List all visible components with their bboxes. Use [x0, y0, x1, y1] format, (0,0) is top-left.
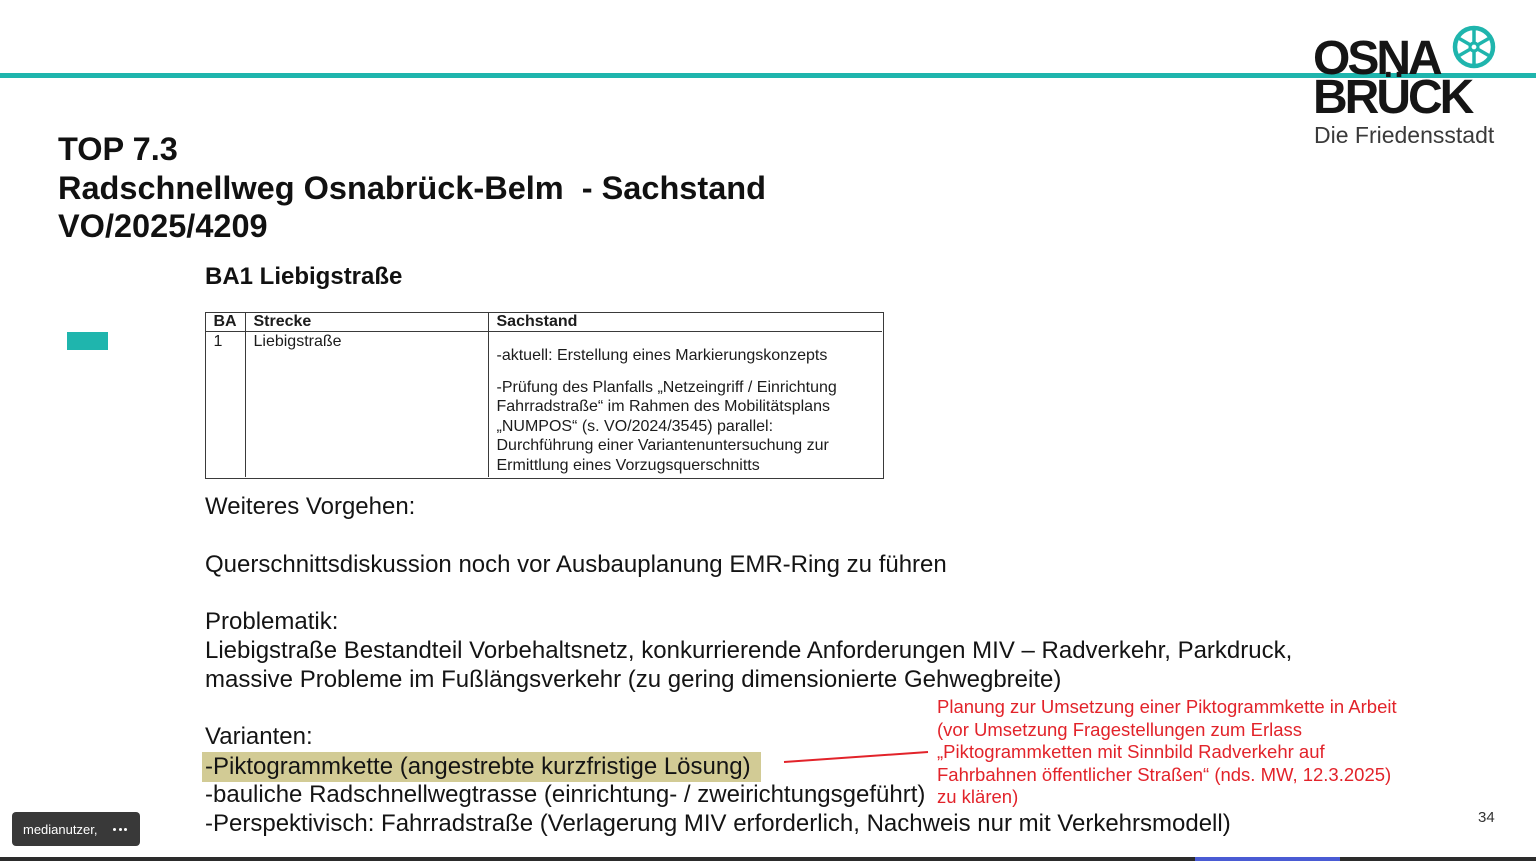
- section-heading: BA1 Liebigstraße: [205, 263, 403, 290]
- table-cell-ba-text: 1: [213, 333, 223, 350]
- line-spacer: [205, 522, 1292, 551]
- sachstand-line: -Prüfung des Planfalls „Netzeingriff / Einrichtung: [496, 378, 837, 396]
- table-cell-ba: [206, 332, 246, 477]
- annotation-note: [937, 696, 1397, 809]
- sachstand-line: Fahrradstraße“ im Rahmen des Mobilitätsplans: [496, 398, 830, 416]
- variants-heading: Varianten:: [205, 723, 313, 751]
- accent-marker: [67, 332, 108, 350]
- sachstand-line: -aktuell: Erstellung eines Markierungskonzepts: [496, 347, 828, 364]
- participant-name-tag[interactable]: [12, 812, 140, 846]
- problem-line: Liebigstraße Bestandteil Vorbehaltsnetz, konkurrierende Anforderungen MIV – Radverkehr, Parkdruck,: [205, 636, 1293, 664]
- logo-line-2: BRÜCK: [1313, 71, 1472, 124]
- annotation-line: (vor Umsetzung Fragestellungen zum Erlass: [937, 718, 1303, 740]
- wheel-icon: [1451, 24, 1497, 70]
- annotation-pointer-line: [780, 745, 935, 769]
- wheel-spoke: [1458, 49, 1470, 56]
- sachstand-line: Ermittlung eines Vorzugsquerschnitts: [496, 456, 760, 474]
- more-options-icon[interactable]: [113, 822, 127, 836]
- sachstand-paragraph: [497, 378, 875, 476]
- participant-name: medianutzer,: [23, 821, 98, 837]
- variant-item: -bauliche Radschnellwegtrasse (einrichtung- / zweirichtungsgeführt): [205, 780, 926, 808]
- more-options-dot: [124, 828, 127, 831]
- bottom-progress-segment: [1195, 857, 1340, 861]
- more-options-dot: [113, 828, 116, 831]
- wheel-spoke: [1477, 38, 1489, 45]
- logo-tagline: Die Friedensstadt: [1314, 122, 1495, 148]
- logo-line-1: OSNA: [1313, 32, 1440, 85]
- status-table: [205, 312, 884, 479]
- annotation-line-stroke: [784, 752, 928, 762]
- table-cell-strecke-text: Liebigstraße: [253, 333, 342, 350]
- sachstand-line: Durchführung einer Variantenuntersuchung zur: [496, 437, 829, 455]
- header-accent-line: [0, 73, 1536, 78]
- wheel-spoke: [1458, 38, 1470, 45]
- table-header-strecke: Strecke: [246, 313, 489, 332]
- title-reference: VO/2025/4209: [58, 208, 268, 244]
- table-header-sachstand: Sachstand: [489, 313, 882, 332]
- wheel-spoke: [1477, 49, 1489, 56]
- variant-item: -Perspektivisch: Fahrradstraße (Verlagerung MIV erforderlich, Nachweis nur mit Verkehrsmodell): [205, 809, 1231, 837]
- next-steps-heading: Weiteres Vorgehen:: [205, 493, 416, 520]
- slide-page-number: 34: [1478, 809, 1495, 826]
- sachstand-line: „NUMPOS“ (s. VO/2024/3545) parallel:: [496, 417, 774, 435]
- next-steps-text: Querschnittsdiskussion noch vor Ausbauplanung EMR-Ring zu führen: [205, 550, 947, 578]
- more-options-dot: [119, 828, 122, 831]
- annotation-line: „Piktogrammketten mit Sinnbild Radverkehr auf: [937, 741, 1325, 762]
- table-cell-strecke: [246, 332, 489, 477]
- city-logo: [1313, 32, 1472, 124]
- annotation-line: Planung zur Umsetzung einer Piktogrammkette in Arbeit: [937, 696, 1397, 717]
- annotation-line: Fahrbahnen öffentlicher Straßen“ (nds. MW, 12.3.2025): [937, 763, 1392, 785]
- sachstand-paragraph: [497, 346, 875, 366]
- slide-title: [58, 130, 766, 246]
- title-agenda-item: TOP 7.3: [58, 131, 178, 167]
- wheel-spokes: [1458, 29, 1489, 65]
- problem-heading: Problematik:: [205, 608, 339, 636]
- title-topic: Radschnellweg Osnabrück-Belm - Sachstand: [58, 169, 766, 206]
- problem-line: massive Probleme im Fußlängsverkehr (zu gering dimensionierte Gehwegbreite): [205, 665, 1062, 693]
- table-cell-sachstand: [489, 332, 882, 477]
- variant-highlight-text: -Piktogrammkette (angestrebte kurzfristige Lösung): [202, 752, 761, 782]
- line-spacer: [205, 579, 1292, 608]
- annotation-line: zu klären): [937, 786, 1019, 807]
- table-header-ba: BA: [206, 313, 246, 332]
